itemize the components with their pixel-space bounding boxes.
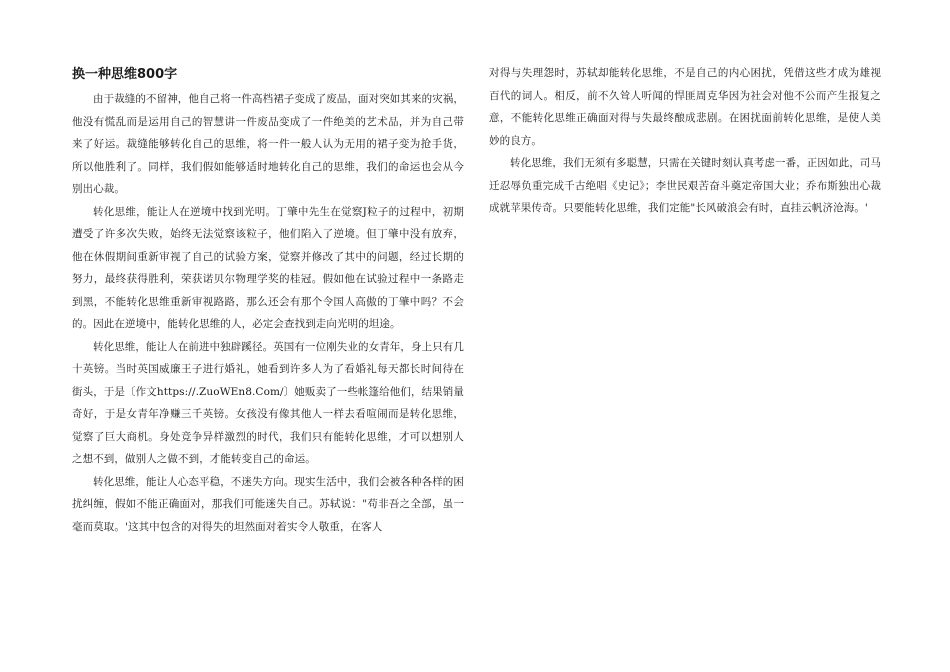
paragraph-adversity: 转化思维，能让人在逆境中找到光明。丁肇中先生在觉察J粒子的过程中，初期遭受了许多次失败，始终无法觉察该粒子，他们陷入了逆境。但丁肇中没有放弃，他在休假期间重新审视了自己的试验方案，觉察并修改了其中的问题，经过长期的努力，最终获得胜利，荣获诺贝尔物理学奖的桂冠。假如他在试验过程中一条路走到黑，不能转化思维重新审视路路，那么还会有那个令国人高傲的丁肇中吗？不会的。因此在逆境中，能转化思维的人，必定会查找到走向光明的坦途。 [72,205,464,330]
left-column [72,62,464,538]
paragraph-intro: 由于裁缝的不留神，他自己将一件高档裙子变成了废品，面对突如其来的灾祸，他没有慌乱而是运用自己的智慧讲一件废品变成了一件绝美的艺术品，并为自己带来了好运。裁缝能够转化自己的思维，将一件一般人认为无用的裙子变为抢手货，所以他胜利了。同样，我们假如能够适时地转化自己的思维，我们的命运也会从今别出心裁。 [72,93,464,195]
paragraph-mindset-continued: 对得与失理怨时，苏轼却能转化思维，不是自己的内心困扰，凭借这些才成为雄视百代的词人。相反，前不久耸人听闻的悍匪周克华因为社会对他不公而产生报复之意，不能转化思维正确面对得与失最终酿成悲剧。在困扰面前转化思维，是使人美妙的良方。 [489,67,881,147]
paragraph-conclusion: 转化思维，我们无须有多聪慧，只需在关键时刻认真考虑一番，正因如此，司马迁忍辱负重完成千古绝唱《史记》；李世民艰苦奋斗奠定帝国大业；乔布斯独出心裁成就苹果传奇。只要能转化思维，我们定能"长风破浪会有时，直挂云帆济沧海。' [489,157,881,214]
document-title: 换一种思维800字 [72,67,178,82]
paragraph-mindset: 转化思维，能让人心态平稳，不迷失方向。现实生活中，我们会被各种各样的困扰纠缠，假如不能正确面对，那我们可能迷失自己。苏轼说："苟非吾之全部，虽一毫而莫取。'这其中包含的对得失的坦然面对着实令人敬重，在客人 [72,475,464,533]
paragraph-innovation: 转化思维，能让人在前进中独辟蹊径。英国有一位刚失业的女青年，身上只有几十英镑。当时英国威廉王子进行婚礼，她看到许多人为了看婚礼每天都长时间待在街头，于是〔作文https://.ZuoWEn8.Com/〕她贩卖了一些帐篷给他们，结果销量奇好，于是女青年净赚三千英镑。女孩没有像其他人一样去看喧闹而是转化思维，觉察了巨大商机。身处竞争异样激烈的时代，我们只有能转化思维，才可以想别人之想不到，做别人之做不到，才能转变自己的命运。 [72,340,464,465]
right-column [489,62,881,220]
